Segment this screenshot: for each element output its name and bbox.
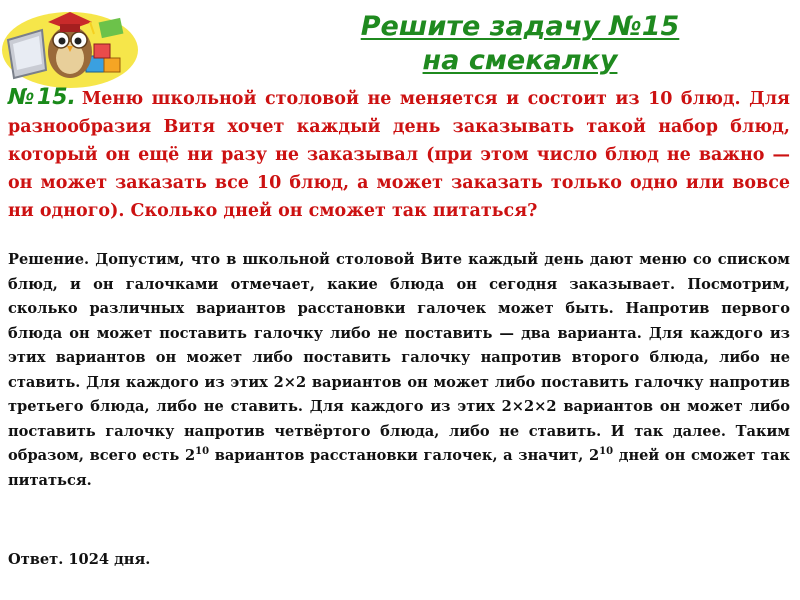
solution-part-1: Решение. Допустим, что в школьной столовой Вите каждый день дают меню со списком блюд, и он галочками отмечает, какие блюда он сегодня заказывает. Посмотрим, сколько различных вариантов расстановки галочек может быть. Напротив первого блюда он может поставить галочку либо не поставить — два варианта. Для каждого из этих вариантов он может либо поставить галочку напротив второго блюда, либо не ставить. Для каждого из этих 2×2 вариантов он может либо поставить галочку напротив третьего блюда, либо не ставить. Для каждого из этих 2×2×2 вариантов он может либо поставить галочку напротив четвёртого блюда, либо не ставить. И так далее. Таким образом, всего есть 2 [8, 251, 790, 464]
power-exponent-1: 10 [195, 446, 210, 458]
solution-part-2: вариантов расстановки галочек, а значит, 2 [209, 447, 600, 464]
problem-text: Меню школьной столовой не меняется и состоит из 10 блюд. Для разнообразия Витя хочет каждый день заказывать такой набор блюд, который он ещё ни разу не заказывал (при этом число блюд не важно — он может заказать все 10 блюд, а может заказать только одно или вовсе ни одного). Сколько дней он сможет так питаться? [8, 89, 790, 221]
title-line-2: на смекалку [422, 45, 618, 76]
slide-title [290, 10, 750, 78]
solution-text [8, 248, 790, 493]
owl-teacher-logo-icon [0, 0, 140, 90]
answer-text: Ответ. 1024 дня. [8, 551, 151, 568]
title-line-1: Решите задачу №15 [360, 11, 680, 42]
problem-statement [8, 84, 790, 225]
problem-number: №15. [8, 85, 76, 110]
power-exponent-2: 10 [599, 446, 614, 458]
solution-part-3: дней он сможет так питаться. [8, 447, 791, 489]
